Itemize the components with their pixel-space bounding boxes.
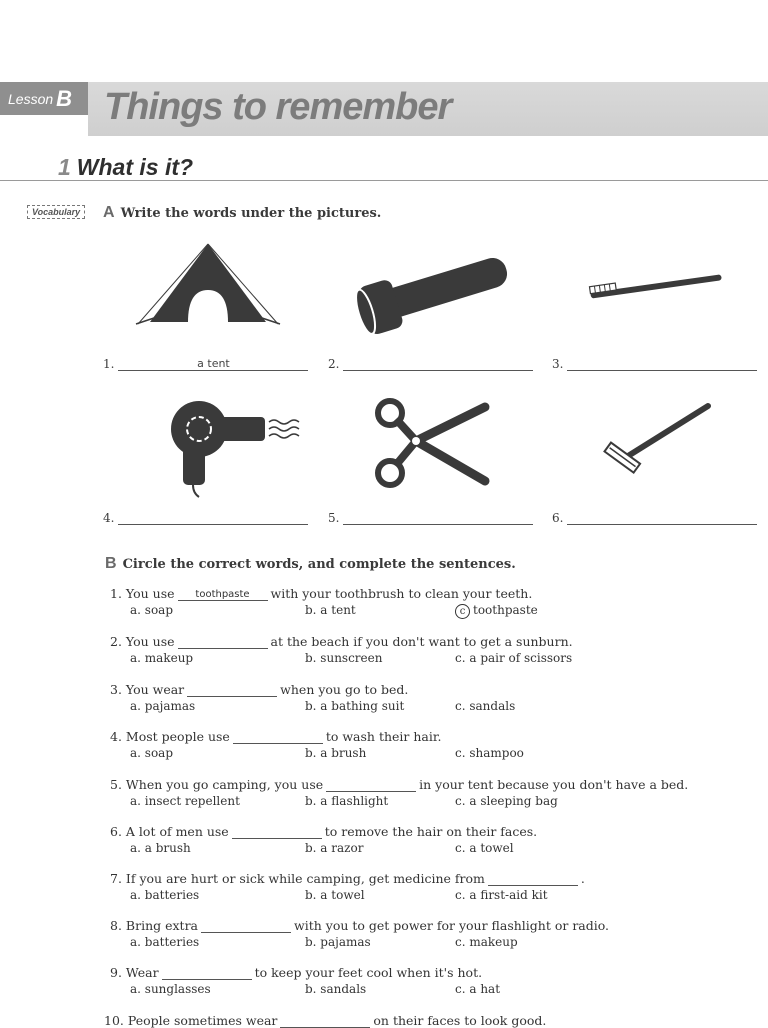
option-b[interactable]: b. a flashlight bbox=[305, 794, 389, 808]
lesson-word: Lesson bbox=[8, 90, 54, 107]
question-blank[interactable] bbox=[178, 636, 268, 649]
vocabulary-label: Vocabulary bbox=[27, 205, 85, 219]
page-title: Things to remember bbox=[104, 86, 452, 128]
question-number: 6. bbox=[110, 824, 122, 839]
question-text-after: with you to get power for your flashlight or radio. bbox=[294, 918, 610, 933]
option-a[interactable]: a. soap bbox=[130, 746, 174, 760]
option-c[interactable]: c. a sleeping bag bbox=[455, 794, 558, 808]
option-c-text: toothpaste bbox=[473, 603, 538, 617]
question-text-before: Bring extra bbox=[125, 918, 199, 933]
option-c[interactable]: c. a towel bbox=[455, 841, 514, 855]
answer-blank[interactable] bbox=[343, 510, 533, 525]
question-text-after: at the beach if you don't want to get a sunburn. bbox=[270, 634, 573, 649]
question-text-before: Most people use bbox=[125, 729, 230, 744]
answer-item-4 bbox=[103, 510, 308, 525]
question-2 bbox=[110, 633, 573, 669]
question-text-after: to keep your feet cool when it's hot. bbox=[254, 965, 483, 980]
answer-blank[interactable] bbox=[567, 510, 757, 525]
question-1 bbox=[110, 585, 538, 621]
question-number: 7. bbox=[110, 871, 122, 886]
question-blank[interactable] bbox=[187, 684, 277, 697]
item-number: 4. bbox=[103, 511, 115, 525]
question-text-before: You use bbox=[125, 634, 175, 649]
scissors-icon bbox=[370, 395, 495, 495]
option-b[interactable]: b. a bathing suit bbox=[305, 699, 405, 713]
lesson-tab bbox=[0, 82, 88, 115]
question-text-after: on their faces to look good. bbox=[373, 1013, 547, 1028]
part-a-heading bbox=[103, 204, 381, 222]
question-number: 8. bbox=[110, 918, 122, 933]
question-text-before: A lot of men use bbox=[125, 824, 229, 839]
item-number: 5. bbox=[328, 511, 340, 525]
question-number: 4. bbox=[110, 729, 122, 744]
question-number: 5. bbox=[110, 777, 122, 792]
option-c[interactable]: c. a first-aid kit bbox=[455, 888, 548, 902]
question-blank[interactable] bbox=[178, 588, 268, 601]
question-text-after: in your tent because you don't have a bed. bbox=[419, 777, 689, 792]
part-b-heading bbox=[105, 555, 516, 573]
option-b[interactable]: b. a razor bbox=[305, 841, 364, 855]
question-6 bbox=[110, 823, 537, 859]
option-a[interactable]: a. batteries bbox=[130, 935, 200, 949]
question-text-after: when you go to bed. bbox=[280, 682, 409, 697]
answer-item-6 bbox=[552, 510, 757, 525]
question-number: 9. bbox=[110, 965, 122, 980]
answer-blank[interactable] bbox=[567, 356, 757, 371]
question-text-before: If you are hurt or sick while camping, get medicine from bbox=[125, 871, 485, 886]
lesson-letter: B bbox=[56, 85, 73, 111]
question-number: 3. bbox=[110, 682, 122, 697]
handwritten-answer: toothpaste bbox=[195, 589, 250, 600]
question-blank[interactable] bbox=[162, 967, 252, 980]
option-c[interactable]: c. sandals bbox=[455, 699, 516, 713]
question-text-after: . bbox=[580, 871, 585, 886]
option-c[interactable]: c. a hat bbox=[455, 982, 501, 996]
question-text-before: Wear bbox=[125, 965, 159, 980]
question-blank[interactable] bbox=[232, 826, 322, 839]
section-number: 1 bbox=[58, 154, 71, 180]
option-b[interactable]: b. a brush bbox=[305, 746, 367, 760]
question-4 bbox=[110, 728, 524, 764]
question-blank[interactable] bbox=[201, 920, 291, 933]
option-b[interactable]: b. a tent bbox=[305, 603, 356, 617]
section-title: What is it? bbox=[76, 154, 194, 180]
question-number: 10. bbox=[104, 1013, 124, 1028]
question-blank[interactable] bbox=[233, 731, 323, 744]
question-9 bbox=[110, 964, 501, 1000]
question-text-before: You wear bbox=[125, 682, 185, 697]
option-c[interactable]: c. shampoo bbox=[455, 746, 524, 760]
option-b[interactable]: b. a towel bbox=[305, 888, 365, 902]
option-a[interactable]: a. soap bbox=[130, 603, 174, 617]
question-7 bbox=[110, 870, 585, 906]
section-heading bbox=[58, 154, 193, 181]
handwritten-answer: a tent bbox=[197, 357, 230, 370]
question-text-before: When you go camping, you use bbox=[125, 777, 324, 792]
question-5 bbox=[110, 776, 688, 812]
item-number: 1. bbox=[103, 357, 115, 371]
question-3 bbox=[110, 681, 516, 717]
option-a[interactable]: a. batteries bbox=[130, 888, 200, 902]
flashlight-icon bbox=[345, 245, 520, 335]
answer-item-3 bbox=[552, 356, 757, 371]
option-c[interactable]: c. makeup bbox=[455, 935, 518, 949]
item-number: 6. bbox=[552, 511, 564, 525]
question-8 bbox=[110, 917, 609, 953]
question-blank[interactable] bbox=[326, 779, 416, 792]
question-text-before: You use bbox=[125, 586, 175, 601]
item-number: 2. bbox=[328, 357, 340, 371]
answer-blank[interactable] bbox=[118, 510, 308, 525]
part-a-instruction: Write the words under the pictures. bbox=[120, 206, 382, 221]
question-number: 2. bbox=[110, 634, 122, 649]
question-10 bbox=[104, 1012, 546, 1028]
circled-choice: c bbox=[455, 604, 470, 619]
question-text-after: with your toothbrush to clean your teeth. bbox=[270, 586, 533, 601]
option-b[interactable]: b. sunscreen bbox=[305, 651, 383, 665]
part-b-instruction: Circle the correct words, and complete the sentences. bbox=[122, 557, 516, 572]
answer-blank[interactable] bbox=[118, 356, 308, 371]
option-b[interactable]: b. sandals bbox=[305, 982, 367, 996]
question-text-after: to remove the hair on their faces. bbox=[324, 824, 538, 839]
question-text-before: People sometimes wear bbox=[127, 1013, 278, 1028]
option-a[interactable]: a. a brush bbox=[130, 841, 191, 855]
title-bar bbox=[88, 82, 768, 136]
toothbrush-icon bbox=[582, 268, 727, 304]
part-b-letter: B bbox=[105, 555, 117, 572]
option-c[interactable] bbox=[455, 603, 538, 619]
option-b[interactable]: b. pajamas bbox=[305, 935, 371, 949]
razor-icon bbox=[598, 398, 718, 483]
part-a-letter: A bbox=[103, 204, 115, 221]
answer-item-2 bbox=[328, 356, 533, 371]
option-a[interactable]: a. makeup bbox=[130, 651, 194, 665]
option-a[interactable]: a. insect repellent bbox=[130, 794, 240, 808]
answer-blank[interactable] bbox=[343, 356, 533, 371]
hair-dryer-icon bbox=[165, 395, 305, 500]
tent-icon bbox=[130, 238, 285, 330]
lesson-banner bbox=[0, 82, 768, 136]
option-a[interactable]: a. sunglasses bbox=[130, 982, 211, 996]
section-divider bbox=[0, 180, 768, 181]
question-blank[interactable] bbox=[280, 1015, 370, 1028]
answer-item-1 bbox=[103, 356, 308, 371]
question-text-after: to wash their hair. bbox=[325, 729, 442, 744]
option-c[interactable]: c. a pair of scissors bbox=[455, 651, 573, 665]
question-number: 1. bbox=[110, 586, 122, 601]
answer-item-5 bbox=[328, 510, 533, 525]
question-blank[interactable] bbox=[488, 873, 578, 886]
option-a[interactable]: a. pajamas bbox=[130, 699, 196, 713]
item-number: 3. bbox=[552, 357, 564, 371]
